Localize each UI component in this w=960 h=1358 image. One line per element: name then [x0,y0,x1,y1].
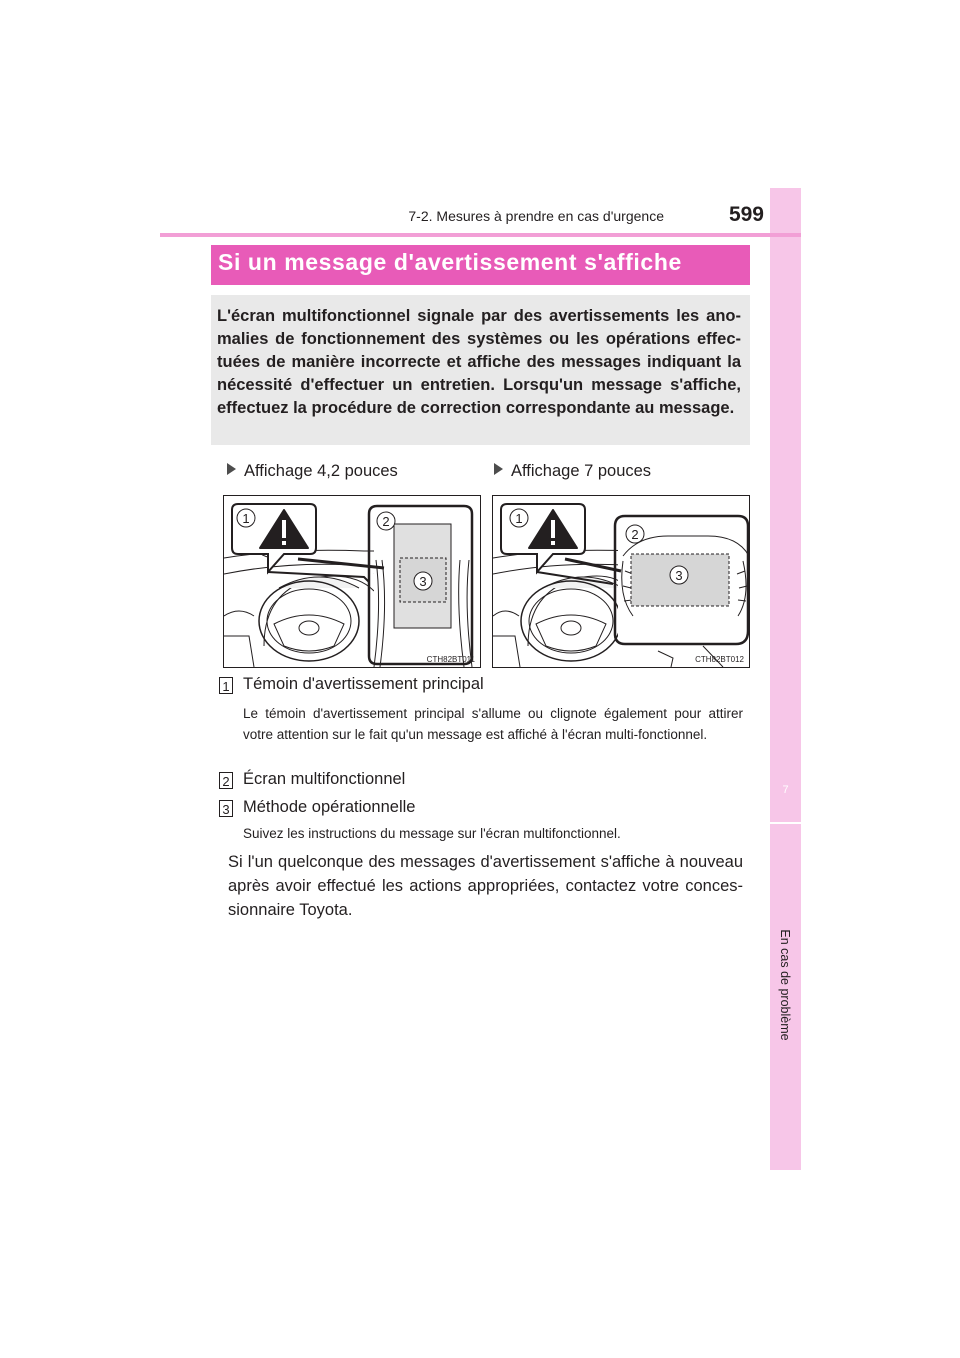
item-title-3: Méthode opérationnelle [243,798,416,816]
item-number-3: 3 [219,800,233,817]
callout-3: 3 [675,568,683,583]
callout-1: 1 [515,511,523,526]
item-description-3: Suivez les instructions du message sur l'écran multifonctionnel. [243,826,621,841]
dashboard-illustration-4-2 [223,495,481,668]
item-description-1: Le témoin d'avertissement principal s'allume ou clignote également pour attirer votre attention sur le fait qu'un message est affiché à l'écran multi-fonctionnel. [243,706,743,742]
figure-caption-7 [494,462,651,481]
chapter-number-box [770,768,801,824]
figure-caption-text: Affichage 4,2 pouces [244,462,398,480]
running-header-section: 7-2. Mesures à prendre en cas d'urgence [408,208,664,224]
figure-caption-4-2 [227,462,398,481]
callout-1: 1 [242,511,250,526]
intro-text: L'écran multifonctionnel signale par des avertissements les ano-malies de fonctionnement des systèmes ou les opérations effec-tuées de manière incorrecte et affiche des messages indiquant la nécessité d'effectuer un entretien. Lorsqu'un message s'affiche, effectuez la procédure de correction correspondante au message. [217,307,741,417]
dashboard-drawing [224,496,480,667]
item-title-2: Écran multifonctionnel [243,770,406,788]
figure-caption-text: Affichage 7 pouces [511,462,652,480]
dashboard-drawing [493,496,749,667]
item-number-2: 2 [219,772,233,789]
chapter-number: 7 [782,784,789,796]
callout-3: 3 [419,574,427,589]
item-title-1: Témoin d'avertissement principal [243,675,484,693]
section-title: Si un message d'avertissement s'affiche [218,249,682,275]
callout-2: 2 [382,514,390,529]
closing-paragraph: Si l'un quelconque des messages d'avertissement s'affiche à nouveau après avoir effectué les actions appropriées, contactez votre conces-sionnaire Toyota. [228,853,743,919]
item-number-1: 1 [219,677,233,694]
header-rule [160,233,801,237]
triangle-bullet-icon [227,463,236,475]
chapter-label: En cas de problème [778,929,792,1041]
page-number: 599 [728,203,764,226]
callout-2: 2 [631,527,639,542]
dashboard-illustration-7 [492,495,750,668]
triangle-bullet-icon [494,463,503,475]
figure-code: CTH82BT011 [426,655,475,664]
figure-code: CTH82BT012 [695,655,744,664]
